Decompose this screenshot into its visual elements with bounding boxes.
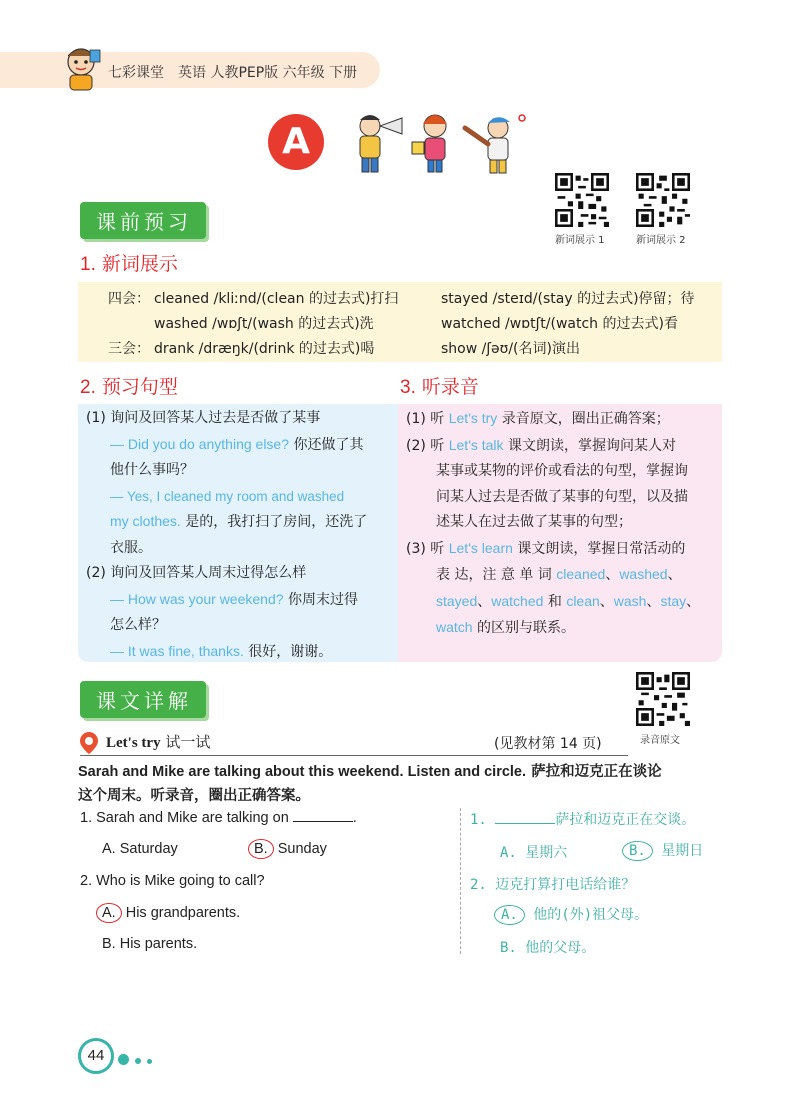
listen-2-section: Let's talk [448,436,504,453]
vocab-drank: drank /dræŋk/(drink 的过去式)喝 [154,341,375,357]
textbook-page-reference: (见教材第 14 页) [494,736,602,752]
vocab-show: show /ʃəʊ/(名词)演出 [441,341,580,357]
sentence-1-question-en: — Did you do anything else? [110,435,289,452]
listen-3-line4 [406,615,722,642]
answer-blank [293,809,353,822]
option-1b[interactable] [254,839,327,859]
sentences-heading-number: 2. [80,377,96,398]
separator: 、 [477,593,492,610]
sentence-2-answer-cn: 很好，谢谢。 [243,643,333,660]
listen-item-3 [406,536,722,563]
vocab-four-label: 四会： [108,291,150,307]
sentence-2-answer-en: — It was fine, thanks. [110,642,244,659]
sentence-1-answer-en: — Yes, I cleaned my room and washed [110,488,345,504]
qr-caption-1: 新词展示 1 [555,235,605,246]
translation-1-num: 1. [470,812,496,828]
header-title: 七彩课堂 英语 人教PEP版 六年级 下册 [108,65,358,81]
qr-caption-3: 录音原文 [640,735,680,746]
listen-2-prefix: (2) 听 [406,437,449,454]
sentences-heading [80,372,178,399]
vocab-three-label: 三会： [108,341,150,357]
listen-1-section: Let's try [448,410,498,426]
word-cleaned: cleaned [556,566,606,582]
listen-3-text: 课文朗读，掌握日常活动的 [512,540,686,557]
sentence-1-answer-cn: 是的，我打扫了房间，还洗了 [180,514,368,530]
section-tab-preview: 课前预习 [80,202,206,239]
listen-heading [400,372,479,399]
translation-2: 2. 迈克打算打电话给谁？ [470,877,636,893]
vocab-heading-text: 新词展示 [101,253,178,275]
mascot-illustration [54,40,108,94]
translation-circled-a: A. [494,905,525,925]
qr-code-2[interactable] [636,173,690,227]
option-1b-text: Sunday [273,841,327,857]
question-1-end: . [352,810,357,826]
circled-answer-b: B. [248,839,274,859]
listen-item-2 [406,433,722,460]
sentence-2-question [86,587,396,614]
sentences-content [86,406,396,665]
listen-2-text-line3: 问某人过去是否做了某事的句型，以及描 [436,488,688,505]
translation-option-1a: A. 星期六 [500,845,568,861]
conjunction: 和 [543,593,567,610]
translation-1-text: 萨拉和迈克正在交谈。 [555,812,696,828]
location-pin-icon [80,732,98,754]
word-stay: stay [660,592,687,609]
question-1-text: 1. Sarah and Mike are talking on [80,810,289,826]
translation-circled-b: B. [622,841,653,861]
instruction-en: Sarah and Mike are talking about this weekend. Listen and circle. [78,764,527,780]
option-2b[interactable]: B. His parents. [102,936,198,952]
lets-try-title-cn: 试一试 [160,733,211,751]
listen-1-prefix: (1) 听 [406,411,449,427]
sentence-1-answer [86,509,396,536]
word-stayed: stayed [436,592,478,609]
question-2: 2. Who is Mike going to call? [80,873,265,889]
instruction-line-1 [78,760,662,781]
option-2a[interactable] [102,903,240,923]
sentence-1-question-cn: 你还做了其 [289,436,364,453]
separator: 、 [667,567,682,583]
listen-heading-text: 听录音 [421,376,479,398]
vocab-washed: washed /wɒʃt/(wash 的过去式)洗 [154,316,374,332]
listen-3-prefix: (3) 听 [406,540,449,557]
separator: 、 [599,593,614,610]
option-2a-text: His grandparents. [121,905,241,921]
option-1a[interactable]: A. Saturday [102,841,178,857]
vocab-cleaned: cleaned /kliːnd/(clean 的过去式)打扫 [154,291,399,307]
listen-3-line3 [406,589,722,616]
sentence-2-answer [86,639,396,666]
listen-1-text: 录音原文，圈出正确答案； [497,411,670,427]
children-illustration [340,108,540,178]
vocab-heading [80,249,178,276]
listen-content [406,406,722,642]
separator: 、 [605,567,620,583]
listen-item-1 [406,406,722,433]
sentence-1-question-cn-cont: 他什么事吗？ [110,462,194,478]
separator: 、 [686,593,701,610]
circled-answer-a: A. [96,903,122,923]
sentence-pattern-2-title: (2) 询问及回答某人周末过得怎么样 [86,565,307,581]
listen-3-line2 [406,562,722,589]
listen-2-text-line4: 述某人在过去做了某事的句型； [436,514,632,530]
translation-1 [470,809,695,829]
translation-blank [495,811,555,824]
part-letter-badge: A [268,114,324,170]
word-clean: clean [566,592,600,609]
word-watched: watched [491,592,544,609]
vocab-watched: watched /wɒtʃt/(watch 的过去式)看 [441,316,678,332]
girl-illustration [412,115,447,172]
page-number: 44 [78,1038,114,1074]
sentence-pattern-1-title: (1) 询问及回答某人过去是否做了某事 [86,410,321,426]
sentence-1-answer-en-cont: my clothes. [110,513,181,529]
question-1 [80,809,357,826]
column-divider [460,808,461,954]
listen-3-section: Let's learn [448,539,513,556]
listen-3-end: 的区别与联系。 [472,620,576,636]
boy-with-bat-illustration [465,115,525,173]
title-underline [80,755,628,756]
qr-code-3[interactable] [636,672,690,726]
separator: 、 [646,593,661,610]
translation-option-1b-text: 星期日 [652,843,704,859]
listen-2-text: 课文朗读，掌握询问某人对 [503,437,676,454]
decorative-dot [118,1054,129,1065]
kid-with-horn-illustration [360,115,402,172]
translation-option-1b [628,840,703,861]
translation-option-2a-text: 他的(外)祖父母。 [524,907,649,923]
listen-heading-number: 3. [400,377,416,398]
word-watch: watch [436,619,473,635]
lets-try-title-en: Let's try [106,735,161,751]
qr-caption-2: 新词展示 2 [636,235,686,246]
sentence-1-answer-cn-cont: 衣服。 [110,539,152,556]
translation-option-2a [500,904,648,925]
word-washed: washed [619,566,668,582]
instruction-cn-cont: 这个周末。听录音，圈出正确答案。 [78,788,310,804]
vocab-stayed: stayed /steɪd/(stay 的过去式)停留；待 [441,291,695,307]
translation-option-2b: B. 他的父母。 [500,940,596,956]
qr-code-1[interactable] [555,173,609,227]
instruction-cn: 萨拉和迈克正在谈论 [526,764,662,780]
sentence-2-question-cn: 你周末过得 [283,591,358,608]
decorative-dot [135,1058,141,1064]
section-tab-lesson: 课文详解 [80,681,206,718]
listen-2-text-line2: 某事或某物的评价或看法的句型，掌握询 [436,463,688,479]
word-wash: wash [613,592,647,609]
vocab-heading-number: 1. [80,254,96,275]
lets-try-title [106,731,210,752]
sentences-heading-text: 预习句型 [101,376,178,398]
sentence-1-question [86,432,396,459]
sentence-2-question-en: — How was your weekend? [110,590,284,607]
decorative-dot [147,1059,152,1064]
listen-3-words-intro: 表 达，注 意 单 词 [436,567,557,583]
sentence-2-question-cn-cont: 怎么样？ [110,617,166,633]
